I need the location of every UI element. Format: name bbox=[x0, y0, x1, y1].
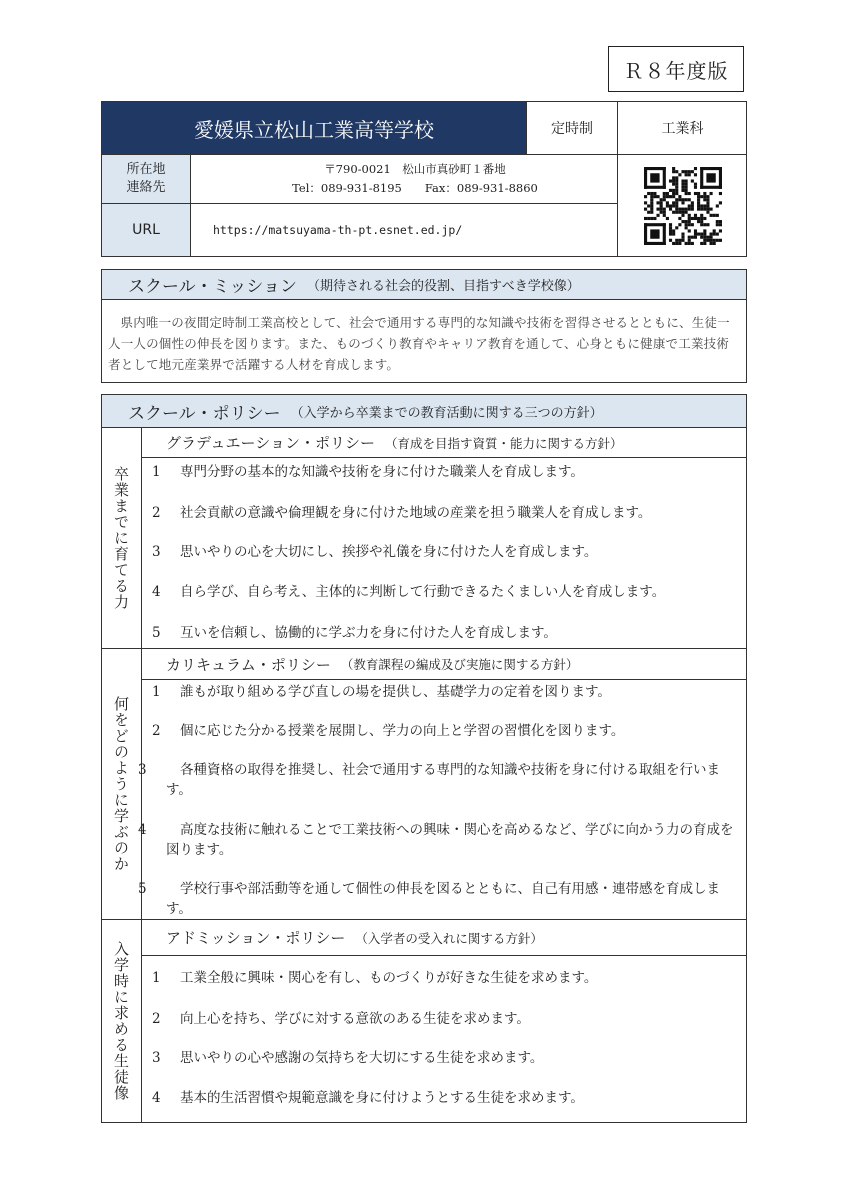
admission-item: 1 工業全般に興味・関心を有し、ものづくりが好きな生徒を求めます。 bbox=[152, 970, 598, 986]
phone-fax: Tel：089-931-8195 Fax：089-931-8860 bbox=[292, 181, 538, 195]
graduation-item: 4 自ら学び、自ら考え、主体的に判断して行動できるたくましい人を育成します。 bbox=[152, 584, 666, 600]
graduation-policy-subtitle: （育成を目指す資質・能力に関する方針） bbox=[384, 435, 623, 451]
policy-subtitle: （入学から卒業までの教育活動に関する三つの方針） bbox=[290, 405, 603, 421]
curriculum-item: 3 各種資格の取得を推奨し、社会で通用する専門的な知識や技術を身に付ける取組を行います。 bbox=[138, 762, 720, 798]
qr-code-icon[interactable] bbox=[644, 167, 722, 245]
curriculum-policy-subtitle: （教育課程の編成及び実施に関する方針） bbox=[340, 657, 579, 672]
curriculum-item: 4 高度な技術に触れることで工業技術への興味・関心を高めるなど、学びに向かう力の育成を図ります。 bbox=[138, 822, 734, 858]
admission-item: 4 基本的生活習慣や規範意識を身に付けようとする生徒を求めます。 bbox=[152, 1090, 584, 1106]
department: 工業科 bbox=[617, 102, 747, 154]
url-label: URL bbox=[102, 203, 191, 256]
graduation-policy-header bbox=[142, 428, 746, 458]
curriculum-item: 1 誰もが取り組める学び直しの場を提供し、基礎学力の定着を図ります。 bbox=[152, 684, 611, 700]
edition-label: Ｒ８年度版 bbox=[608, 46, 744, 92]
address-value bbox=[191, 154, 617, 203]
admission-policy-title: アドミッション・ポリシー bbox=[166, 929, 346, 947]
graduation-side-label: 卒業までに育てる力 bbox=[102, 428, 142, 648]
graduation-item: 1 専門分野の基本的な知識や技術を身に付けた職業人を育成します。 bbox=[152, 464, 584, 480]
curriculum-policy bbox=[102, 649, 746, 920]
admission-policy-header bbox=[142, 920, 746, 956]
admission-policy bbox=[102, 920, 746, 1122]
address-label-location: 所在地 bbox=[126, 162, 166, 177]
school-header bbox=[101, 101, 747, 257]
admission-item: 2 向上心を持ち、学びに対する意欲のある生徒を求めます。 bbox=[152, 1011, 530, 1027]
curriculum-policy-title: カリキュラム・ポリシー bbox=[166, 655, 331, 674]
mission-title: スクール・ミッション bbox=[128, 277, 297, 297]
curriculum-item: 5 学校行事や部活動等を通して個性の伸長を図るとともに、自己有用感・連帯感を育成します。 bbox=[138, 881, 720, 917]
school-policy bbox=[101, 394, 747, 1123]
policy-title: スクール・ポリシー bbox=[128, 403, 281, 424]
mission-header bbox=[102, 270, 746, 300]
url-link[interactable]: https://matsuyama-th-pt.esnet.ed.jp/ bbox=[191, 203, 617, 256]
course-type: 定時制 bbox=[526, 102, 617, 154]
curriculum-policy-header bbox=[142, 649, 746, 680]
graduation-item: 5 互いを信頼し、協働的に学ぶ力を身に付けた人を育成します。 bbox=[152, 625, 557, 641]
admission-policy-subtitle: （入学者の受入れに関する方針） bbox=[355, 930, 543, 946]
mission-body: 県内唯一の夜間定時制工業高校として、社会で通用する専門的な知識や技術を習得させるとともに、生徒一人一人の個性の伸長を図ります。また、ものづくり教育やキャリア教育を通して、心身ともに健康で工業技術者として地元産業界で活躍する人材を育成します。 bbox=[108, 315, 730, 372]
school-name: 愛媛県立松山工業高等学校 bbox=[102, 102, 526, 154]
address-label bbox=[102, 154, 191, 203]
admission-side-label: 入学時に求める生徒像 bbox=[102, 920, 142, 1122]
postal-address: 〒790-0021 松山市真砂町１番地 bbox=[324, 162, 506, 176]
graduation-policy-title: グラデュエーション・ポリシー bbox=[166, 434, 375, 452]
policy-header bbox=[102, 395, 746, 428]
curriculum-item: 2 個に応じた分かる授業を展開し、学力の向上と学習の習慣化を図ります。 bbox=[152, 723, 625, 739]
curriculum-side-label: 何をどのように学ぶのか bbox=[102, 649, 142, 919]
qr-code-cell bbox=[617, 154, 747, 256]
school-mission bbox=[101, 269, 747, 383]
address-label-contact: 連絡先 bbox=[126, 180, 166, 195]
graduation-item: 3 思いやりの心を大切にし、挨拶や礼儀を身に付けた人を育成します。 bbox=[152, 544, 598, 560]
mission-subtitle: （期待される社会的役割、目指すべき学校像） bbox=[306, 279, 580, 294]
admission-item: 3 思いやりの心や感謝の気持ちを大切にする生徒を求めます。 bbox=[152, 1050, 544, 1066]
graduation-policy bbox=[102, 428, 746, 649]
graduation-item: 2 社会貢献の意識や倫理観を身に付けた地域の産業を担う職業人を育成します。 bbox=[152, 505, 652, 521]
